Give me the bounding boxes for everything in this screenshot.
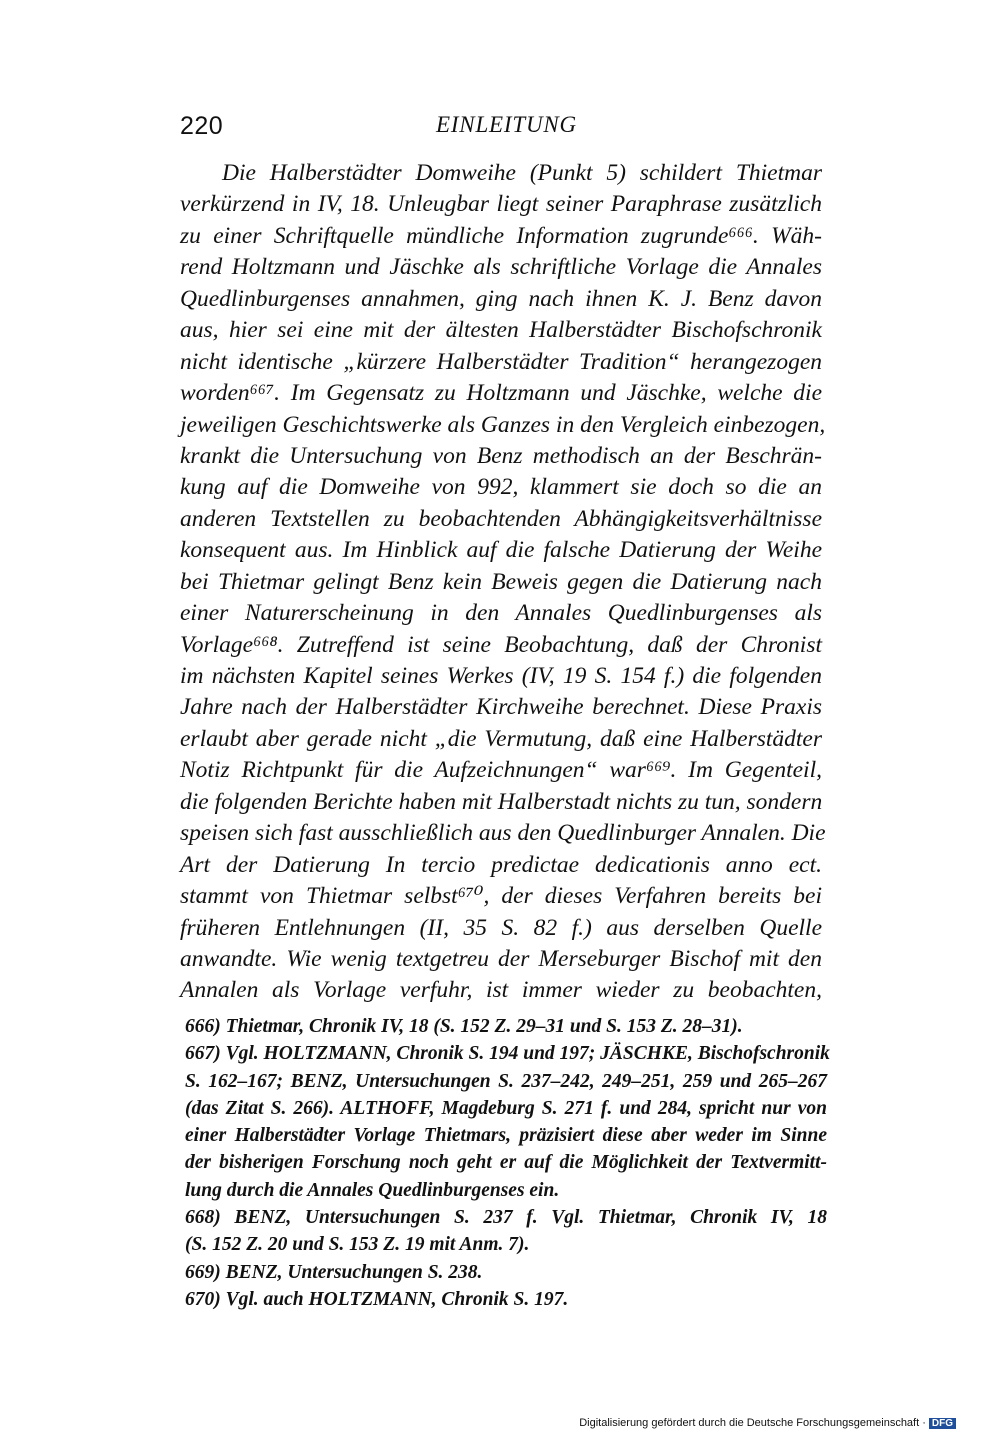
body-line: anderen Textstellen zu beobachtenden Abhängigkeitsverhältnisse xyxy=(180,505,822,532)
page-number: 220 xyxy=(180,112,224,140)
body-line: speisen sich fast ausschließlich aus den Quedlinburger Annalen. Die xyxy=(180,820,826,847)
dfg-logo: DFG xyxy=(929,1418,956,1429)
body-line: anwandte. Wie wenig textgetreu der Merseburger Bischof mit den xyxy=(180,945,822,972)
body-line: Art der Datierung In tercio predictae dedicationis anno ect. xyxy=(180,851,822,878)
body-line: bei Thietmar gelingt Benz kein Beweis gegen die Datierung nach xyxy=(180,568,822,595)
body-line: Notiz Richtpunkt für die Aufzeichnungen“ war⁶⁶⁹. Im Gegenteil, xyxy=(180,757,822,784)
body-line: einer Naturerscheinung in den Annales Quedlinburgenses als xyxy=(180,600,822,627)
body-line: Die Halberstädter Domweihe (Punkt 5) schildert Thietmar xyxy=(222,160,822,186)
footnote-line: 669) BENZ, Untersuchungen S. 238. xyxy=(185,1261,483,1283)
body-line: rend Holtzmann und Jäschke als schriftliche Vorlage die Annales xyxy=(180,254,822,281)
body-line: zu einer Schriftquelle mündliche Information zugrunde⁶⁶⁶. Wäh- xyxy=(180,222,822,249)
footnote-line: 668) BENZ, Untersuchungen S. 237 f. Vgl. Thietmar, Chronik IV, 18 xyxy=(185,1207,827,1229)
footnote-line: lung durch die Annales Quedlinburgenses ein. xyxy=(185,1179,560,1201)
body-line: worden⁶⁶⁷. Im Gegensatz zu Holtzmann und Jäschke, welche die xyxy=(180,380,822,407)
footnotes xyxy=(185,1013,830,1313)
body-line: Vorlage⁶⁶⁸. Zutreffend ist seine Beobachtung, daß der Chronist xyxy=(180,631,822,658)
credit-text: Digitalisierung gefördert durch die Deutsche Forschungsgemeinschaft · xyxy=(579,1417,926,1429)
body-line: Quedlinburgenses annahmen, ging nach ihnen K. J. Benz davon xyxy=(180,285,822,312)
footnote-line: (das Zitat S. 266). ALTHOFF, Magdeburg S. 271 f. und 284, spricht nur von xyxy=(185,1097,827,1119)
body-line: Annalen als Vorlage verfuhr, ist immer wieder zu beobachten, xyxy=(180,977,822,1004)
footnote-line: 666) Thietmar, Chronik IV, 18 (S. 152 Z. 29–31 und S. 153 Z. 28–31). xyxy=(185,1016,743,1037)
body-line: die folgenden Berichte haben mit Halberstadt nichts zu tun, sondern xyxy=(180,788,823,815)
footnote-line: S. 162–167; BENZ, Untersuchungen S. 237–242, 249–251, 259 und 265–267 xyxy=(185,1070,827,1092)
body-line: nicht identische „kürzere Halberstädter Tradition“ herangezogen xyxy=(180,348,822,375)
footnote-line: einer Halberstädter Vorlage Thietmars, präzisiert diese aber weder im Sinne xyxy=(185,1125,827,1147)
digitization-credit xyxy=(579,1417,956,1429)
running-head: EINLEITUNG xyxy=(436,112,577,137)
body-text xyxy=(180,158,826,1007)
body-line: krankt die Untersuchung von Benz methodisch an der Beschrän- xyxy=(180,442,822,469)
footnote-line: 667) Vgl. HOLTZMANN, Chronik S. 194 und 197; JÄSCHKE, Bischofschronik xyxy=(185,1043,830,1065)
body-line: im nächsten Kapitel seines Werkes (IV, 19 S. 154 f.) die folgenden xyxy=(180,663,822,689)
footnote-line: (S. 152 Z. 20 und S. 153 Z. 19 mit Anm. 7). xyxy=(185,1234,530,1256)
footnote-line: 670) Vgl. auch HOLTZMANN, Chronik S. 197. xyxy=(185,1288,569,1310)
body-line: aus, hier sei eine mit der ältesten Halberstädter Bischofschronik xyxy=(180,317,822,344)
body-line: konsequent aus. Im Hinblick auf die falsche Datierung der Weihe xyxy=(180,537,822,564)
body-line: verkürzend in IV, 18. Unleugbar liegt seiner Paraphrase zusätzlich xyxy=(180,191,822,218)
body-line: Jahre nach der Halberstädter Kirchweihe berechnet. Diese Praxis xyxy=(180,694,822,721)
body-line: früheren Entlehnungen (II, 35 S. 82 f.) aus derselben Quelle xyxy=(180,914,822,941)
body-line: erlaubt aber gerade nicht „die Vermutung, daß eine Halberstädter xyxy=(180,725,822,752)
body-line: stammt von Thietmar selbst⁶⁷⁰, der dieses Verfahren bereits bei xyxy=(180,883,822,910)
body-line: jeweiligen Geschichtswerke als Ganzes in den Vergleich einbezogen, xyxy=(180,411,826,438)
body-line: kung auf die Domweihe von 992, klammert sie doch so die an xyxy=(180,474,822,501)
footnote-line: der bisherigen Forschung noch geht er auf die Möglichkeit der Textvermitt- xyxy=(185,1152,827,1174)
